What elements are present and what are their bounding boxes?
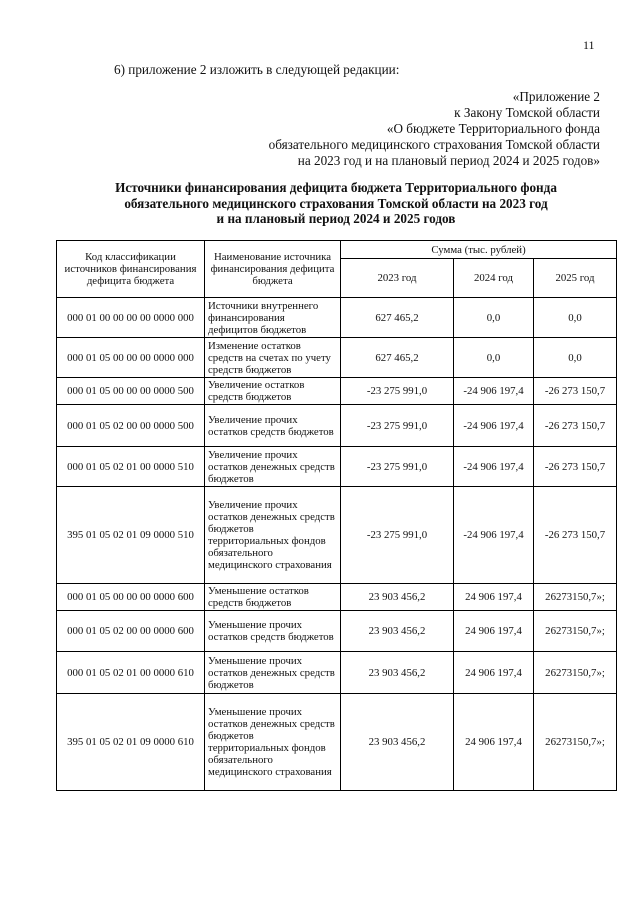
row-code: 000 01 05 02 00 00 0000 600 [57,611,205,652]
row-code: 000 01 05 00 00 00 0000 000 [57,338,205,378]
table-row [57,487,617,584]
table-row [57,447,617,487]
page-number: 11 [583,38,595,52]
table-row [57,611,617,652]
row-code: 395 01 05 02 01 09 0000 510 [57,487,205,584]
row-name: Уменьшение прочих остатков средств бюджетов [205,611,341,652]
intro-paragraph: 6) приложение 2 изложить в следующей редакции: [114,62,400,77]
row-value-2023: 23 903 456,2 [341,611,454,652]
row-value-2023: 627 465,2 [341,338,454,378]
row-value-2024: 0,0 [454,338,534,378]
appendix-ref-line: на 2023 год и на плановый период 2024 и 2025 годов» [297,153,600,168]
row-name: Уменьшение прочих остатков денежных средств бюджетов [205,652,341,694]
row-code: 000 01 05 02 01 00 0000 610 [57,652,205,694]
row-value-2023: 23 903 456,2 [341,694,454,791]
row-value-2025: 26273150,7»; [534,694,617,791]
row-value-2024: -24 906 197,4 [454,447,534,487]
table-row [57,338,617,378]
appendix-ref-line: «Приложение 2 [512,89,600,104]
row-value-2024: 24 906 197,4 [454,652,534,694]
row-code: 000 01 05 02 01 00 0000 510 [57,447,205,487]
row-name: Увеличение прочих остатков средств бюджетов [205,405,341,447]
budget-sources-table [56,240,617,791]
row-value-2025: -26 273 150,7 [534,378,617,405]
row-value-2024: 0,0 [454,298,534,338]
appendix-reference [180,89,600,169]
row-value-2023: 23 903 456,2 [341,652,454,694]
row-code: 000 01 05 00 00 00 0000 600 [57,584,205,611]
row-value-2023: -23 275 991,0 [341,487,454,584]
table-row [57,694,617,791]
row-name: Источники внутреннего финансирования дефицитов бюджетов [205,298,341,338]
row-value-2025: 0,0 [534,298,617,338]
row-value-2023: -23 275 991,0 [341,447,454,487]
header-code: Код классификации источников финансирования дефицита бюджета [57,241,205,298]
row-value-2024: -24 906 197,4 [454,487,534,584]
table-title-line: обязательного медицинского страхования Томской области на 2023 год [124,195,548,211]
row-value-2024: -24 906 197,4 [454,378,534,405]
row-value-2024: 24 906 197,4 [454,584,534,611]
row-value-2025: 26273150,7»; [534,611,617,652]
row-value-2025: 0,0 [534,338,617,378]
appendix-ref-line: обязательного медицинского страхования Томской области [268,137,600,152]
row-value-2025: 26273150,7»; [534,584,617,611]
row-value-2024: 24 906 197,4 [454,694,534,791]
row-value-2024: -24 906 197,4 [454,405,534,447]
header-year-2025: 2025 год [534,259,617,298]
table-row [57,652,617,694]
header-year-2024: 2024 год [454,259,534,298]
row-name: Уменьшение остатков средств бюджетов [205,584,341,611]
header-year-2023: 2023 год [341,259,454,298]
row-name: Уменьшение прочих остатков денежных средств бюджетов территориальных фондов обязательного медицинского страхования [205,694,341,791]
row-code: 000 01 05 02 00 00 0000 500 [57,405,205,447]
row-code: 000 01 05 00 00 00 0000 500 [57,378,205,405]
row-value-2025: -26 273 150,7 [534,447,617,487]
row-value-2023: -23 275 991,0 [341,378,454,405]
row-value-2023: 23 903 456,2 [341,584,454,611]
header-sum: Сумма (тыс. рублей) [341,241,617,259]
header-name: Наименование источника финансирования дефицита бюджета [205,241,341,298]
row-name: Увеличение остатков средств бюджетов [205,378,341,405]
row-value-2023: -23 275 991,0 [341,405,454,447]
row-code: 000 01 00 00 00 00 0000 000 [57,298,205,338]
row-value-2025: -26 273 150,7 [534,405,617,447]
table-title-line: и на плановый период 2024 и 2025 годов [216,211,456,226]
table-title-line: Источники финансирования дефицита бюджета Территориального фонда [115,180,557,195]
table-row [57,405,617,447]
row-name: Увеличение прочих остатков денежных средств бюджетов территориальных фондов обязательного медицинского страхования [205,487,341,584]
table-title [56,180,616,227]
appendix-ref-line: к Закону Томской области [454,105,600,120]
row-name: Изменение остатков средств на счетах по учету средств бюджетов [205,338,341,378]
row-value-2023: 627 465,2 [341,298,454,338]
row-code: 395 01 05 02 01 09 0000 610 [57,694,205,791]
table-row [57,298,617,338]
table-row [57,584,617,611]
row-value-2025: 26273150,7»; [534,652,617,694]
row-value-2024: 24 906 197,4 [454,611,534,652]
row-value-2025: -26 273 150,7 [534,487,617,584]
row-name: Увеличение прочих остатков денежных средств бюджетов [205,447,341,487]
table-row [57,378,617,405]
appendix-ref-line: «О бюджете Территориального фонда [386,121,600,136]
